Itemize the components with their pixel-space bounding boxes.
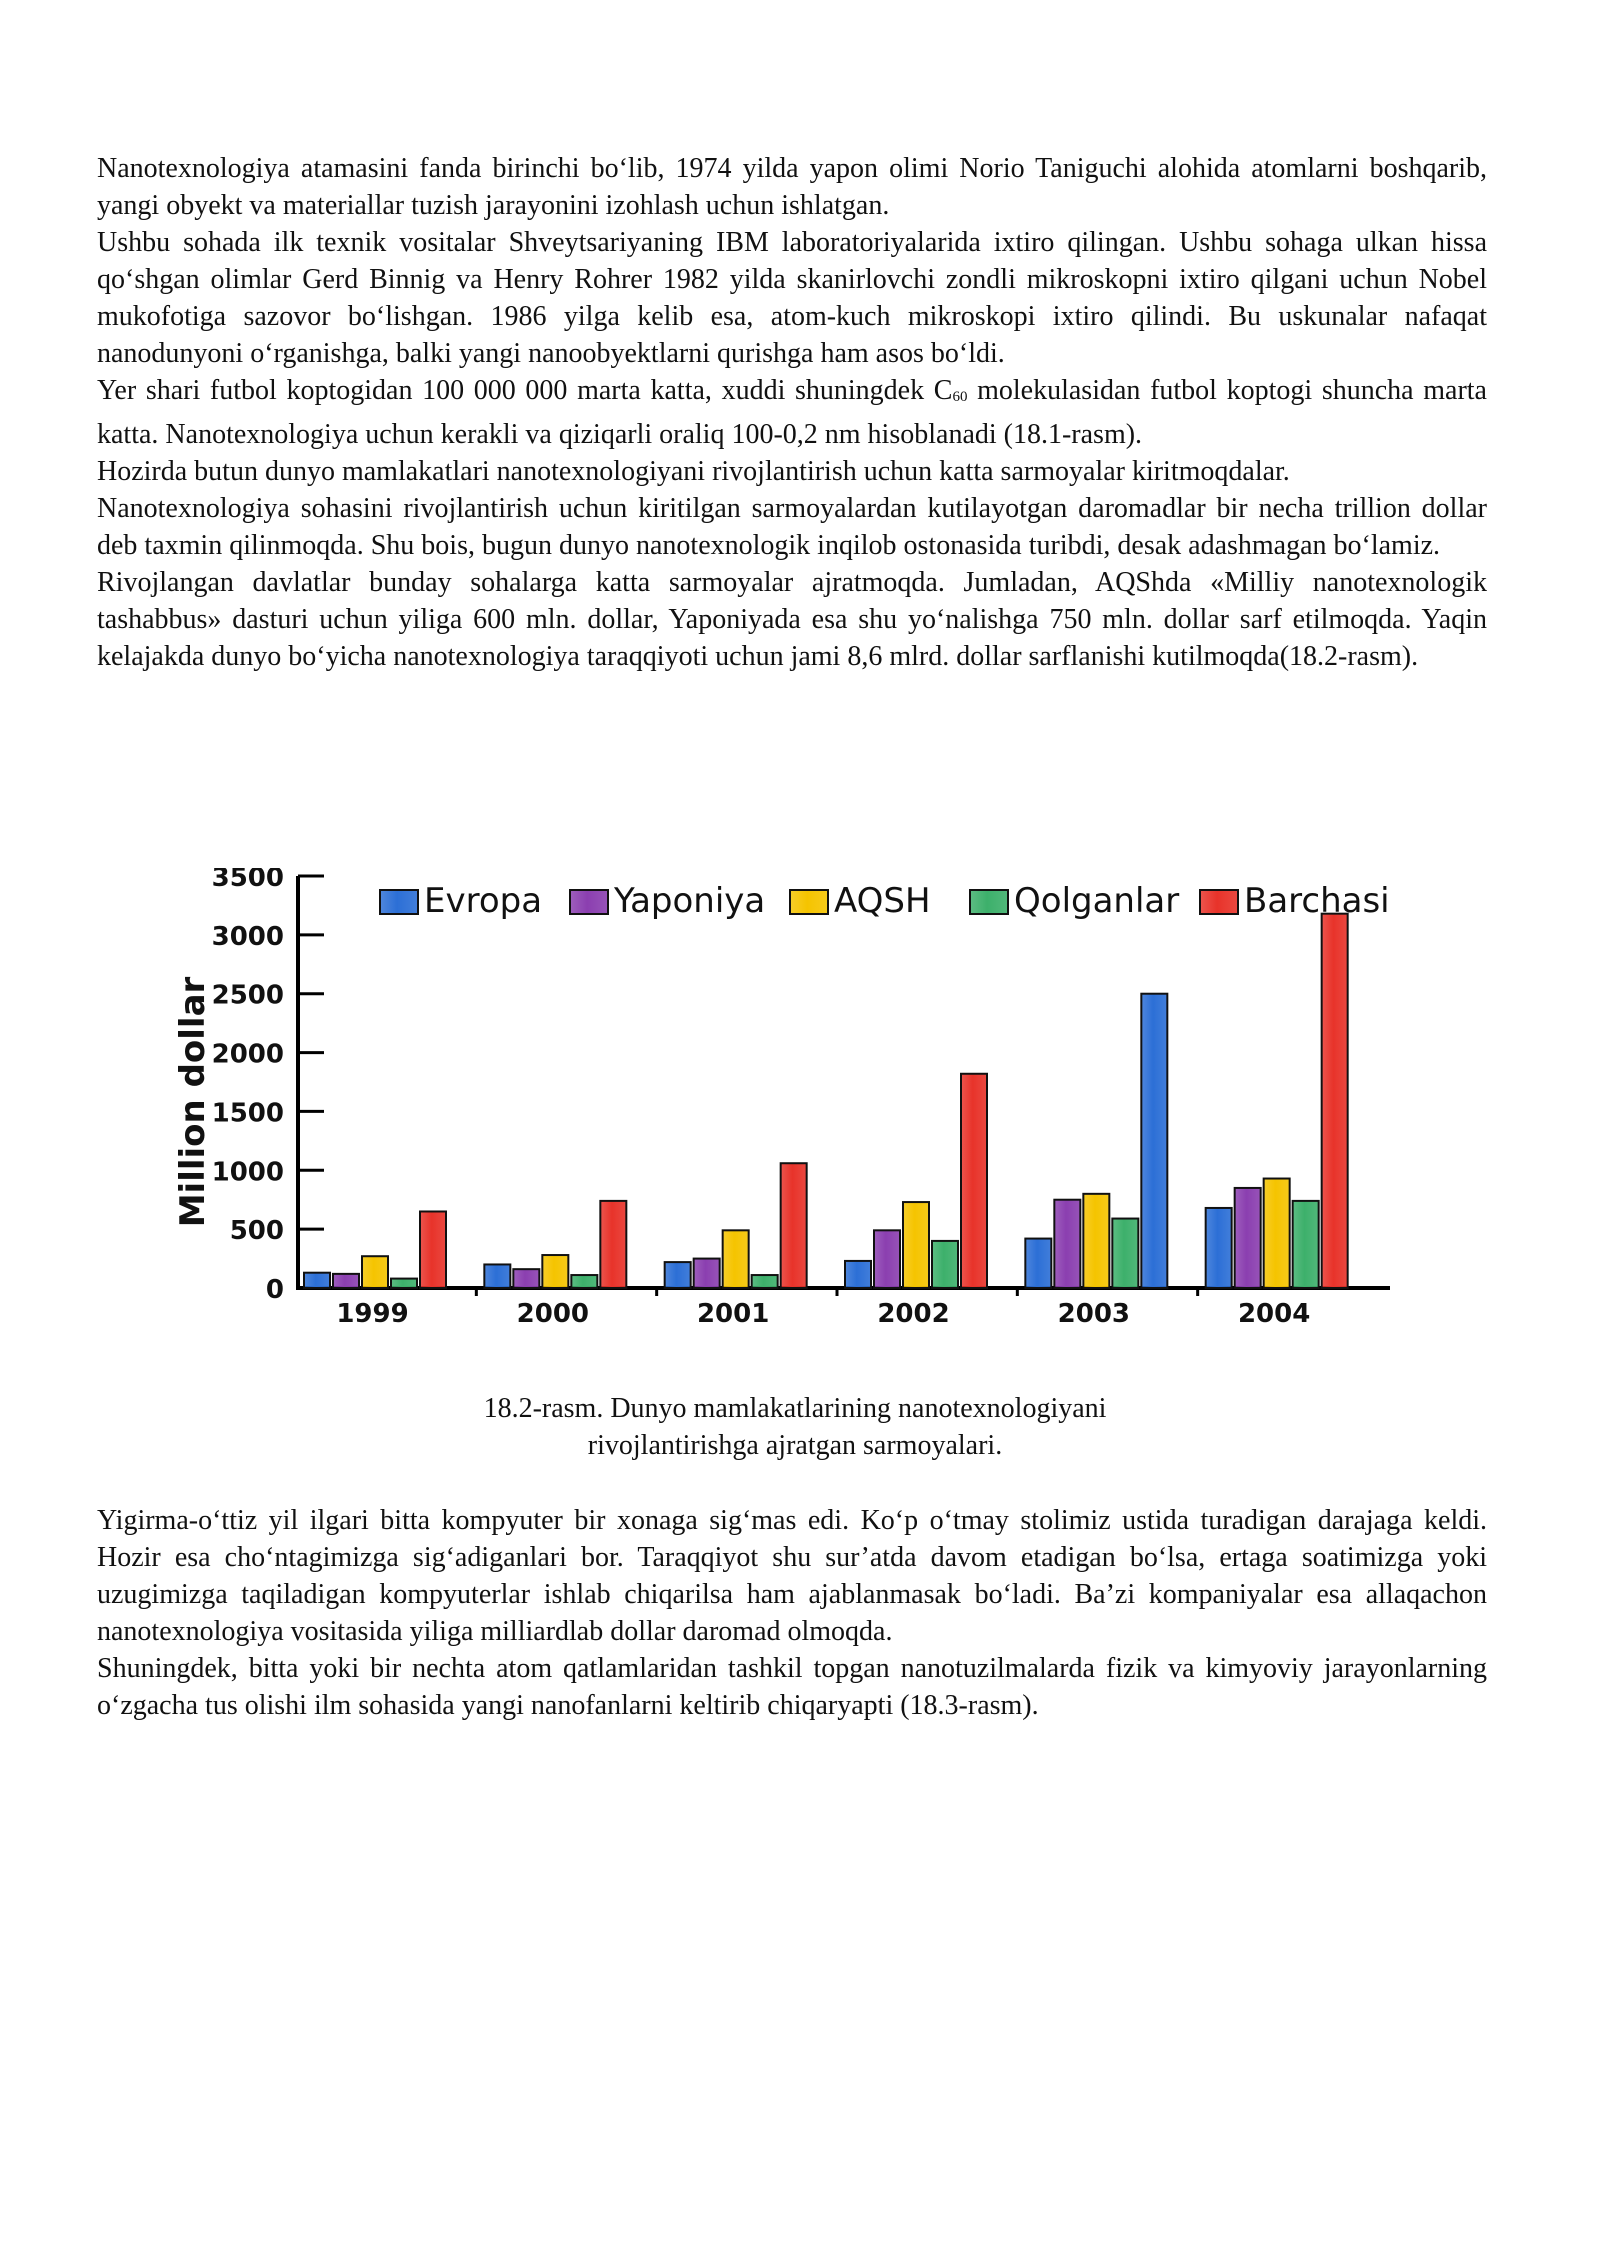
legend-label-yaponiya: Yaponiya — [614, 881, 766, 921]
bar-barchasi-2000 — [600, 1201, 626, 1288]
legend-label-qolganlar: Qolganlar — [1014, 881, 1180, 921]
bar-yaponiya-2002 — [874, 1230, 900, 1288]
bar-aqsh-2004 — [1264, 1179, 1290, 1288]
y-tick-label: 3000 — [211, 921, 284, 952]
bar-aqsh-2003 — [1083, 1194, 1109, 1288]
bar-evropa-2001 — [665, 1262, 691, 1288]
legend-swatch-qolganlar — [970, 890, 1008, 914]
bar-qolganlar-2003 — [1112, 1219, 1138, 1288]
x-tick-label: 2001 — [696, 1299, 770, 1329]
subscript-60: 60 — [952, 389, 968, 405]
bar-qolganlar-2000 — [571, 1275, 597, 1288]
paragraph-2: Ushbu sohada ilk texnik vositalar Shveytsariyaning IBM laboratoriyalarida ixtiro qilingan. Ushbu sohaga ulkan hissa qo‘shgan olimlar Gerd Binnig va Henry Rohrer 1982 yilda skanirlovchi zondli mikroskopni ixtiro qilgani uchun Nobel mukofotiga sazovor bo‘lishgan. 1986 yilga kelib esa, atom-kuch mikroskopi ixtiro qilindi. Bu uskunalar nafaqat nanodunyoni o‘rganishga, balki yangi nanoobyektlarni qurishga ham asos bo‘ldi. — [97, 227, 1487, 369]
bar-yaponiya-2003 — [1054, 1200, 1080, 1288]
text-block-bottom — [97, 1502, 1487, 1724]
bar-qolganlar-2004 — [1293, 1201, 1319, 1288]
legend-swatch-aqsh — [790, 890, 828, 914]
figure-caption — [0, 1390, 1600, 1464]
legend-label-evropa: Evropa — [424, 881, 543, 921]
bar-barchasi-2004 — [1322, 914, 1348, 1288]
x-tick-label: 2004 — [1237, 1299, 1311, 1329]
bar-qolganlar-1999 — [391, 1279, 417, 1288]
bar-evropa-2000 — [484, 1264, 510, 1288]
paragraph-1: Nanotexnologiya atamasini fanda birinchi bo‘lib, 1974 yilda yapon olimi Norio Taniguchi alohida atomlarni boshqarib, yangi obyekt va materiallar tuzish jarayonini izohlash uchun ishlatgan. — [97, 153, 1487, 221]
paragraph-3 — [97, 372, 1487, 453]
bar-aqsh-2000 — [542, 1255, 568, 1288]
bar-barchasi-1999 — [420, 1211, 446, 1288]
caption-line-2: rivojlantirishga ajratgan sarmoyalari. — [587, 1430, 1003, 1461]
bar-aqsh-1999 — [362, 1256, 388, 1288]
paragraph-8: Shuningdek, bitta yoki bir nechta atom qatlamlaridan tashkil topgan nanotuzilmalarda fizik va kimyoviy jarayonlarning o‘zgacha tus olishi ilm sohasida yangi nanofanlarni keltirib chiqaryapti (18.3-rasm). — [97, 1653, 1487, 1721]
paragraph-6: Rivojlangan davlatlar bunday sohalarga katta sarmoyalar ajratmoqda. Jumladan, AQShda «Milliy nanotexnologik tashabbus» dasturi uchun yiliga 600 mln. dollar, Yaponiyada esa shu yo‘nalishga 750 mln. dollar sarf etilmoqda. Yaqin kelajakda dunyo bo‘yicha nanotexnologiya taraqqiyoti uchun jami 8,6 mlrd. dollar sarflanishi kutilmoqda(18.2-rasm). — [97, 567, 1487, 672]
legend-swatch-yaponiya — [570, 890, 608, 914]
bar-qolganlar-2001 — [752, 1275, 778, 1288]
bar-evropa-2002 — [845, 1261, 871, 1288]
bar-evropa-2004 — [1206, 1208, 1232, 1288]
x-tick-label: 2003 — [1057, 1299, 1131, 1329]
bar-yaponiya-1999 — [333, 1274, 359, 1288]
y-tick-label: 3500 — [211, 868, 284, 893]
paragraph-5: Nanotexnologiya sohasini rivojlantirish uchun kiritilgan sarmoyalardan kutilayotgan daromadlar bir necha trillion dollar deb taxmin qilinmoqda. Shu bois, bugun dunyo nanotexnologik inqilob ostonasida turibdi, desak adashmagan bo‘lamiz. — [97, 493, 1487, 561]
paragraph-4: Hozirda butun dunyo mamlakatlari nanotexnologiyani rivojlantirish uchun katta sarmoyalar kiritmoqdalar. — [97, 456, 1290, 487]
y-tick-label: 2000 — [211, 1039, 284, 1070]
x-tick-label: 2002 — [877, 1299, 950, 1329]
bar-yaponiya-2001 — [694, 1259, 720, 1288]
bar-aqsh-2002 — [903, 1202, 929, 1288]
bar-qolganlar-2002 — [932, 1241, 958, 1288]
y-tick-label: 0 — [265, 1275, 284, 1305]
text-block-top — [97, 150, 1487, 675]
y-tick-label: 500 — [229, 1216, 284, 1247]
paragraph-7: Yigirma-o‘ttiz yil ilgari bitta kompyuter bir xonaga sig‘mas edi. Ko‘p o‘tmay stolimiz ustida turadigan darajaga keldi. Hozir esa cho‘ntagimizga sig‘adiganlari bor. Taraqqiyot shu sur’atda davom etadigan bo‘lsa, ertaga soatimizga yoki uzugimizga taqiladigan kompyuterlar ishlab chiqarilsa ham ajablanmasak bo‘ladi. Ba’zi kompaniyalar esa allaqachon nanotexnologiya vositasida yiliga milliardlab dollar daromad olmoqda. — [97, 1505, 1487, 1647]
y-tick-label: 2500 — [211, 980, 284, 1011]
bar-yaponiya-2004 — [1235, 1188, 1261, 1288]
bar-evropa-2003 — [1025, 1239, 1051, 1288]
x-tick-label: 2000 — [516, 1299, 590, 1329]
x-tick-label: 1999 — [336, 1299, 409, 1329]
bar-yaponiya-2000 — [513, 1269, 539, 1288]
bar-barchasi-2001 — [781, 1163, 807, 1288]
y-tick-label: 1500 — [211, 1098, 284, 1129]
paragraph-3-after: molekulasidan futbol koptogi shuncha marta katta. Nanotexnologiya uchun kerakli va qiziqarli oraliq 100-0,2 nm hisoblanadi (18.1-rasm). — [97, 375, 1487, 450]
y-axis-label: Million dollar — [173, 976, 213, 1228]
legend-swatch-evropa — [380, 890, 418, 914]
bar-aqsh-2001 — [723, 1230, 749, 1288]
chart-svg — [170, 868, 1410, 1348]
caption-line-1: 18.2-rasm. Dunyo mamlakatlarining nanotexnologiyani — [483, 1393, 1107, 1424]
y-tick-label: 1000 — [211, 1157, 284, 1188]
investment-chart — [170, 868, 1410, 1348]
paragraph-3-before: Yer shari futbol koptogidan 100 000 000 marta katta, xuddi shuningdek C — [97, 375, 953, 406]
bar-evropa-1999 — [304, 1273, 330, 1288]
bar-barchasi-2003 — [1141, 994, 1167, 1288]
legend-label-barchasi: Barchasi — [1244, 881, 1390, 921]
bar-barchasi-2002 — [961, 1074, 987, 1288]
legend-label-aqsh: AQSH — [834, 881, 931, 921]
legend-swatch-barchasi — [1200, 890, 1238, 914]
